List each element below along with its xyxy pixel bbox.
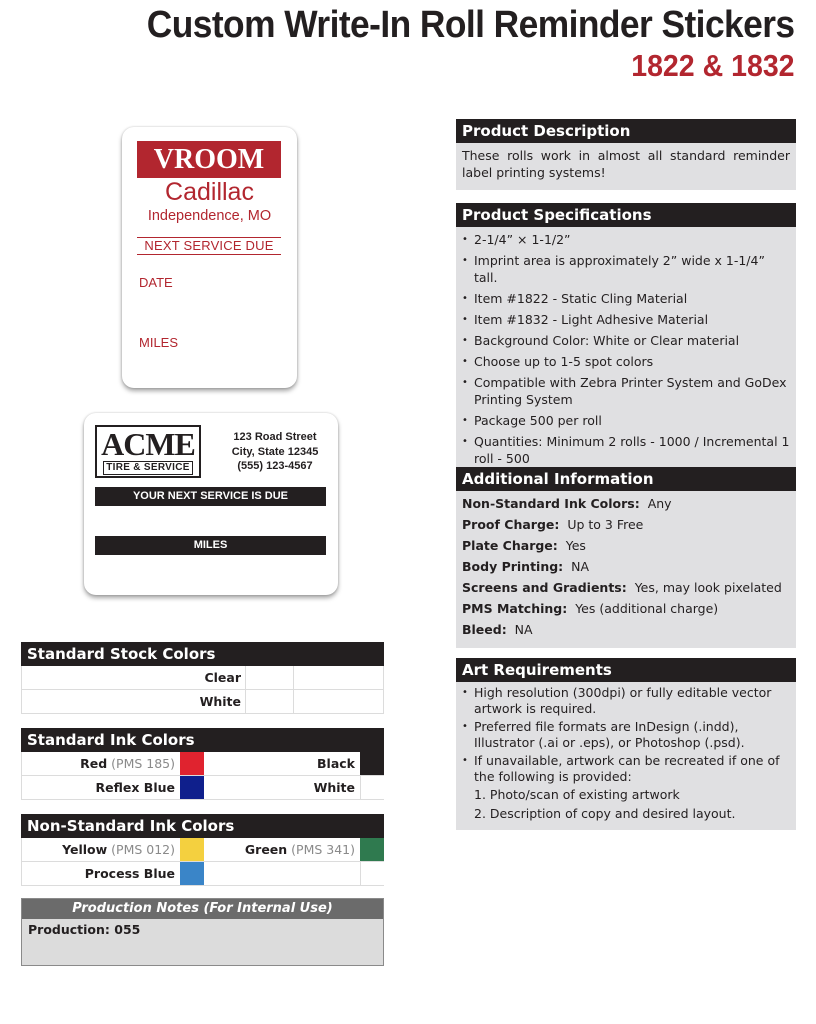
empty-swatch: [360, 862, 384, 885]
sticker-sample-acme: [84, 413, 338, 595]
spec-item: • Imprint area is approximately 2” wide x 1-1/4” tall.: [462, 252, 790, 286]
art-sub-item: 1. Photo/scan of existing artwork: [474, 787, 680, 802]
table-row: [21, 776, 384, 800]
art-list: [462, 685, 790, 784]
white-swatch: [360, 776, 384, 799]
section-title: Art Requirements: [456, 658, 796, 682]
sticker-service-due-bar: YOUR NEXT SERVICE IS DUE: [95, 487, 326, 506]
acme-logo-word: ACME: [101, 426, 195, 462]
process-blue-swatch: [180, 862, 204, 885]
spec-item: • Item #1822 - Static Cling Material: [462, 290, 790, 307]
non-standard-ink-colors-table: [21, 814, 384, 886]
acme-logo-tagline: TIRE & SERVICE: [103, 461, 193, 475]
info-row: [462, 516, 790, 533]
reflex-blue-swatch: [180, 776, 204, 799]
art-item: • High resolution (300dpi) or fully editable vector artwork is required.: [462, 685, 790, 716]
section-title: Additional Information: [456, 467, 796, 491]
spec-item: • Compatible with Zebra Printer System and GoDex Printing System: [462, 374, 790, 408]
info-row: [462, 621, 790, 638]
table-row: [21, 752, 384, 776]
black-swatch: [360, 752, 384, 775]
production-notes-text: Production: 055: [28, 922, 141, 937]
acme-address: [220, 430, 330, 474]
address-line: (555) 123-4567: [237, 460, 313, 472]
info-label: Plate Charge:: [462, 538, 558, 553]
yellow-swatch: [180, 838, 204, 861]
info-row: [462, 558, 790, 575]
product-numbers: 1822 & 1832: [631, 48, 795, 83]
info-label: Body Printing:: [462, 559, 564, 574]
art-sub-list: [462, 787, 790, 821]
ink-color-label: Reflex Blue: [95, 780, 175, 795]
address-line: City, State 12345: [231, 445, 319, 458]
green-swatch: [360, 838, 384, 861]
sticker-brand-band: VROOM: [137, 141, 281, 178]
sticker-sample-vroom: [122, 127, 297, 388]
production-notes-title: Production Notes (For Internal Use): [22, 899, 383, 919]
info-row: [462, 495, 790, 512]
standard-ink-colors-table: [21, 728, 384, 800]
info-value: NA: [571, 559, 590, 574]
address-line: 123 Road Street: [233, 431, 317, 443]
info-label: PMS Matching:: [462, 601, 568, 616]
info-value: Up to 3 Free: [567, 517, 644, 532]
sticker-dealer-city: Independence, MO: [147, 208, 272, 224]
section-title: Product Specifications: [456, 203, 796, 227]
spec-item: • Item #1832 - Light Adhesive Material: [462, 311, 790, 328]
table-title: Standard Ink Colors: [21, 728, 384, 752]
sticker-miles-bar: MILES: [95, 536, 326, 555]
product-description-text: These rolls work in almost all standard reminder label printing systems!: [462, 148, 790, 180]
ink-color-label: White: [313, 780, 355, 795]
info-row: [462, 537, 790, 554]
product-description-section: [456, 119, 796, 190]
spec-item: • 2-1/4” × 1-1/2”: [462, 231, 790, 248]
table-row: [21, 862, 384, 886]
production-notes: [21, 898, 384, 966]
table-title: Standard Stock Colors: [21, 642, 384, 666]
info-label: Screens and Gradients:: [462, 580, 627, 595]
product-specifications-section: [456, 203, 796, 473]
sticker-dealer-name: Cadillac: [165, 178, 254, 206]
ink-color-label: Process Blue: [84, 866, 175, 881]
art-requirements-section: [456, 658, 796, 830]
info-label: Proof Charge:: [462, 517, 560, 532]
sticker-date-label: DATE: [139, 275, 173, 290]
spec-list: [462, 231, 790, 467]
section-title: Product Description: [456, 119, 796, 143]
art-sub-item: 2. Description of copy and desired layout.: [474, 805, 736, 821]
info-value: Yes: [565, 538, 586, 553]
page-title: Custom Write-In Roll Reminder Stickers: [147, 4, 795, 46]
table-row: [21, 666, 384, 690]
info-value: NA: [514, 622, 533, 637]
ink-color-label: Yellow (PMS 012): [62, 842, 175, 857]
info-list: [456, 491, 796, 648]
stock-color-label: Clear: [204, 670, 241, 685]
ink-color-label: Green (PMS 341): [244, 842, 355, 857]
spec-item: • Package 500 per roll: [462, 412, 790, 429]
table-row: [21, 690, 384, 714]
table-title: Non-Standard Ink Colors: [21, 814, 384, 838]
table-row: [21, 838, 384, 862]
additional-information-section: [456, 467, 796, 648]
red-swatch: [180, 752, 204, 775]
info-value: Yes (additional charge): [575, 601, 719, 616]
info-value: Any: [647, 496, 672, 511]
art-item: • Preferred file formats are InDesign (.indd), Illustrator (.ai or .eps), or Photoshop (.psd).: [462, 719, 790, 750]
standard-stock-colors-table: [21, 642, 384, 714]
info-row: [462, 600, 790, 617]
info-value: Yes, may look pixelated: [634, 580, 782, 595]
info-row: [462, 579, 790, 596]
sticker-due-heading: NEXT SERVICE DUE: [137, 237, 281, 255]
sticker-miles-label: MILES: [139, 335, 179, 350]
spec-item: • Background Color: White or Clear material: [462, 332, 790, 349]
info-label: Bleed:: [462, 622, 507, 637]
stock-color-label: White: [199, 694, 241, 709]
art-item: • If unavailable, artwork can be recreated if one of the following is provided:: [462, 753, 790, 784]
spec-item: • Quantities: Minimum 2 rolls - 1000 / Incremental 1 roll - 500: [462, 433, 790, 467]
acme-logo: [95, 425, 201, 478]
ink-color-label: Black: [317, 756, 355, 771]
ink-color-label: Red (PMS 185): [80, 756, 175, 771]
spec-item: • Choose up to 1-5 spot colors: [462, 353, 790, 370]
info-label: Non-Standard Ink Colors:: [462, 496, 640, 511]
